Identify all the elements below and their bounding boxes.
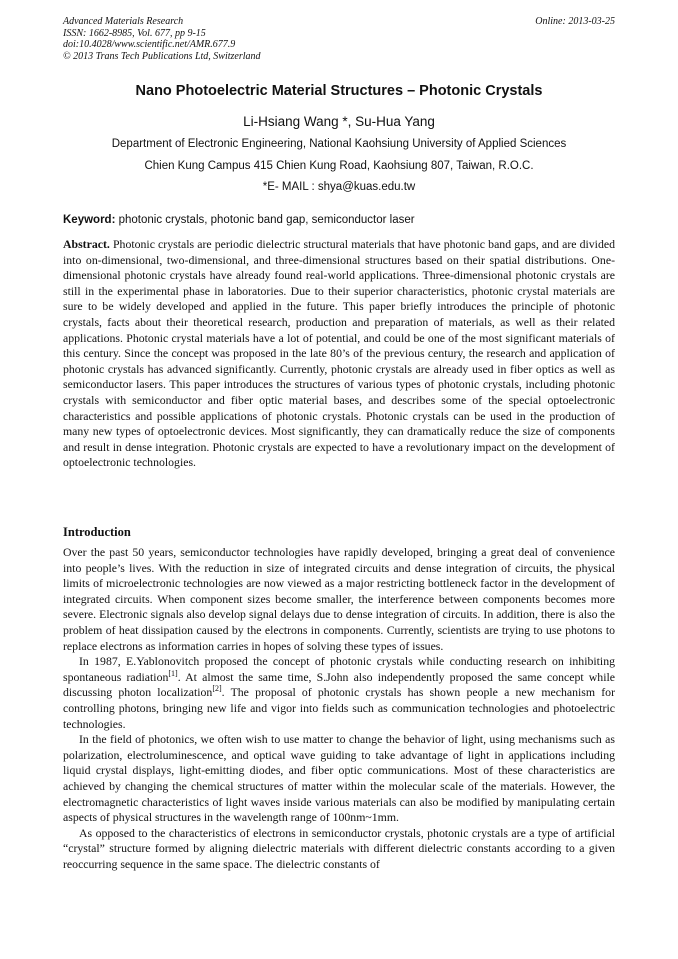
affiliation-department: Department of Electronic Engineering, National Kaohsiung University of Applied Sciences [111, 138, 567, 150]
citation-1[interactable]: [1] [168, 668, 178, 678]
introduction-heading: Introduction [63, 525, 131, 539]
intro-paragraph-3: In the field of photonics, we often wish to use matter to change the behavior of light, using mechanisms such as polarization, electroluminescence, and optical wave guiding to take advantage of light in applications including liquid crystal displays, light-emitting diodes, and fiber optic communications. Most of these characteristics are achieved by changing the chemical structures of matter within the molecular scale of the materials. However, the electromagnetic characteristics of light waves inside various materials can also be modified by manipulating certain aspects of physical structures in the wavelength range of 100nm~1mm. [63, 732, 615, 825]
intro-paragraph-4: As opposed to the characteristics of electrons in semiconductor crystals, photonic crystals are a type of artificial “crystal” structure formed by aligning dielectric materials with different dielectric constants according to a given reoccurring sequence in the same space. The dielectric constants of [63, 825, 615, 871]
abstract-text: Photonic crystals are periodic dielectric structural materials that have photonic band gaps, and are divided into on-dimensional, two-dimensional, and three-dimensional structures based on their spatial distributions. One-dimensional photonic crystals have already found real-world applications. Three-dimensional photonic crystals are still in the experimental phase in laboratories. Due to their superior characteristics, photonic crystal materials are sure to be widely developed and applied in the future. This paper briefly introduces the principle of photonic crystals, facts about their theoretical research, production and preparation of materials, as well as their related applications. Photonic crystal materials have a lot of potential, and could be one of the most significant materials of this century. Since the concept was proposed in the late 80’s of the previous century, the research and application of photonic crystals has advanced significantly. Currently, photonic crystals are already used in fiber optics as well as semiconductor lasers. This paper introduces the structures of various types of photonic crystals, including photonic crystals with semiconductor and fiber optic material bases, and describes some of the special optoelectronic characteristics and possible applications of photonic crystals. Photonic crystals can be used in the production of many new types of optoelectronic devices. Most significantly, they can dramatically reduce the size of components and result in dense integration. Photonic crystals are expected to have a revolutionary impact on the development of optoelectronic technologies. [63, 237, 615, 470]
journal-copyright: © 2013 Trans Tech Publications Ltd, Switzerland [63, 50, 261, 62]
intro-p2-part-b: . At almost the same time, S.John also independently proposed the same concept while discussing photon localization [63, 669, 615, 700]
affiliation-email: *E- MAIL : shya@kuas.edu.tw [262, 181, 416, 193]
introduction-body [63, 545, 615, 872]
paper-title: Nano Photoelectric Material Structures – Photonic Crystals [135, 83, 543, 99]
journal-name: Advanced Materials Research [63, 16, 184, 27]
journal-issn: ISSN: 1662-8985, Vol. 677, pp 9-15 [63, 27, 206, 39]
intro-p2-part-a: In 1987, E.Yablonovitch proposed the concept of photonic crystals while conducting research on inhibiting spontaneous radiation [63, 654, 615, 684]
abstract-label: Abstract. [63, 237, 110, 251]
citation-2[interactable]: [2] [212, 684, 222, 694]
keywords-label: Keyword: [63, 214, 116, 226]
intro-p2-part-c: . The proposal of photonic crystals has shown people a new mechanism for controlling photons, bringing new life and vigor into fields such as communication technologies and photoelectric technologies. [63, 685, 616, 731]
keywords [63, 214, 615, 226]
affiliation-address: Chien Kung Campus 415 Chien Kung Road, Kaohsiung 807, Taiwan, R.O.C. [144, 160, 534, 172]
intro-paragraph-2 [63, 654, 615, 732]
keywords-text: photonic crystals, photonic band gap, semiconductor laser [115, 214, 415, 226]
paper-authors: Li-Hsiang Wang *, Su-Hua Yang [243, 114, 435, 129]
online-date: Online: 2013-03-25 [535, 16, 615, 27]
journal-header [63, 16, 615, 62]
intro-paragraph-1: Over the past 50 years, semiconductor technologies have rapidly developed, bringing a great deal of convenience into people’s lives. With the reduction in size of integrated circuits and dense integration of circuits, the physical limits of microelectronic technologies are now viewed as a major restricting bottleneck factor in the development of integrated circuits. When component sizes become smaller, the interference between components becomes more severe. Electronic signals also develop signal delays due to dense integration of circuits. In addition, there is also the problem of heat dissipation caused by the electrons in components. Currently, scientists are trying to use photons to replace electrons as information carries in hopes of solving these types of issues. [63, 545, 615, 653]
abstract [63, 237, 615, 471]
journal-doi: doi:10.4028/www.scientific.net/AMR.677.9 [63, 39, 236, 50]
